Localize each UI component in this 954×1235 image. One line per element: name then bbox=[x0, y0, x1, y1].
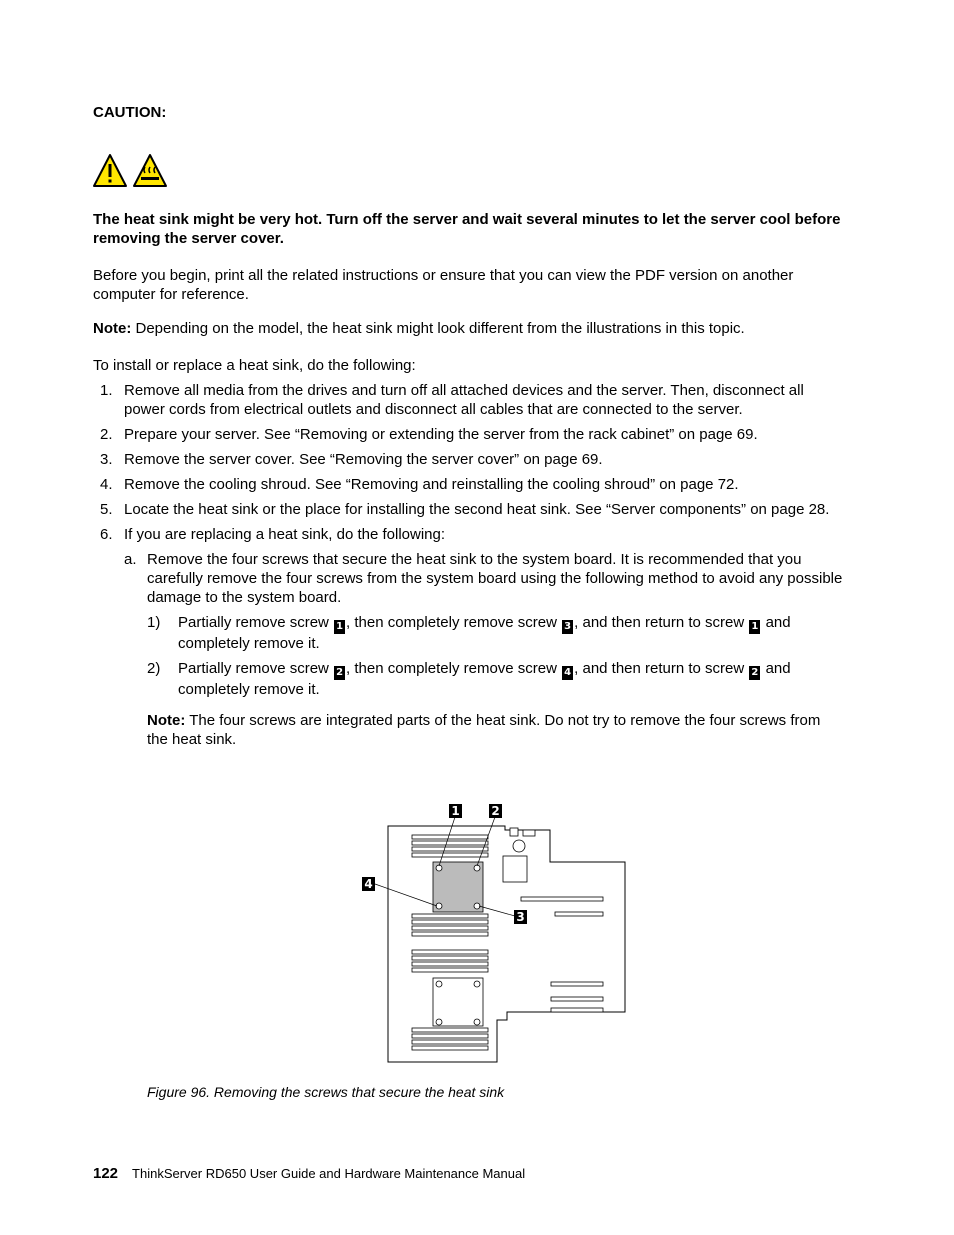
system-board-illustration bbox=[355, 800, 635, 1070]
step-text: Locate the heat sink or the place for installing the second heat sink. See “Server components” on page 28. bbox=[124, 501, 830, 518]
note-label: Note: bbox=[93, 320, 132, 337]
caution-icons bbox=[93, 153, 173, 189]
figure-callout-2: 2 bbox=[489, 804, 502, 818]
substep-number: a. bbox=[124, 551, 137, 568]
step-text: Remove all media from the drives and turn off all attached devices and the server. Then, disconnect all power cords from electrical outlets and disconnect all cables that are connected to the server. bbox=[124, 382, 804, 418]
note-text: Depending on the model, the heat sink might look different from the illustrations in this topic. bbox=[131, 320, 745, 337]
method-text: , then completely remove screw bbox=[346, 614, 562, 631]
figure-callout-3: 3 bbox=[514, 910, 527, 924]
step-item bbox=[93, 381, 843, 419]
page-footer bbox=[93, 1165, 525, 1182]
caution-label: CAUTION: bbox=[93, 104, 167, 121]
method-text: , then completely remove screw bbox=[346, 660, 562, 677]
method-text: Partially remove screw bbox=[178, 614, 334, 631]
system-board-figure bbox=[355, 800, 635, 1070]
method-text: and completely remove it. bbox=[178, 660, 791, 698]
figure-callout-1: 1 bbox=[449, 804, 462, 818]
callout-badge: 1 bbox=[334, 620, 345, 634]
step-text: Remove the server cover. See “Removing the server cover” on page 69. bbox=[124, 451, 603, 468]
substep-item bbox=[124, 550, 843, 749]
method-text: , and then return to screw bbox=[574, 660, 749, 677]
step-number: 6. bbox=[100, 526, 113, 543]
manual-title: ThinkServer RD650 User Guide and Hardware Maintenance Manual bbox=[132, 1166, 526, 1181]
step-number: 5. bbox=[100, 501, 113, 518]
before-you-begin-text: Before you begin, print all the related instructions or ensure that you can view the PDF version on another computer for reference. bbox=[93, 267, 794, 303]
step-text: Prepare your server. See “Removing or extending the server from the rack cabinet” on page 69. bbox=[124, 426, 758, 443]
note-label: Note: bbox=[147, 712, 186, 729]
model-note bbox=[93, 319, 843, 338]
step-text: If you are replacing a heat sink, do the following: bbox=[124, 526, 446, 543]
figure-caption: Figure 96. Removing the screws that secure the heat sink bbox=[147, 1084, 505, 1100]
method-item bbox=[147, 659, 843, 699]
screw-method-list bbox=[147, 613, 843, 699]
step-item bbox=[93, 525, 843, 749]
step-number: 1. bbox=[100, 382, 113, 399]
method-text: and completely remove it. bbox=[178, 614, 791, 652]
step-number: 3. bbox=[100, 451, 113, 468]
callout-badge: 3 bbox=[562, 620, 573, 634]
callout-badge: 1 bbox=[749, 620, 760, 634]
callout-badge: 2 bbox=[334, 666, 345, 680]
figure-callout-4: 4 bbox=[362, 877, 375, 891]
substeps bbox=[124, 550, 843, 749]
step-item bbox=[93, 475, 843, 494]
step-number: 4. bbox=[100, 476, 113, 493]
step-item bbox=[93, 450, 843, 469]
note-text: The four screws are integrated parts of the heat sink. Do not try to remove the four screws from the heat sink. bbox=[147, 712, 821, 748]
method-number: 1) bbox=[147, 614, 161, 631]
method-number: 2) bbox=[147, 660, 161, 677]
heat-warning-text: The heat sink might be very hot. Turn off the server and wait several minutes to let the server cool before removing the server cover. bbox=[93, 211, 841, 247]
hot-surface-icon bbox=[134, 155, 166, 186]
step-text: Remove the cooling shroud. See “Removing and reinstalling the cooling shroud” on page 72. bbox=[124, 476, 739, 493]
method-item bbox=[147, 613, 843, 653]
step-number: 2. bbox=[100, 426, 113, 443]
page-number: 122 bbox=[93, 1165, 119, 1182]
warning-triangle-icon bbox=[94, 155, 126, 186]
procedure-steps bbox=[93, 381, 843, 755]
procedure-lead: To install or replace a heat sink, do the following: bbox=[93, 357, 416, 374]
method-text: Partially remove screw bbox=[178, 660, 334, 677]
method-text: , and then return to screw bbox=[574, 614, 749, 631]
step-item bbox=[93, 425, 843, 444]
callout-badge: 2 bbox=[749, 666, 760, 680]
screw-note bbox=[147, 711, 843, 749]
substep-text: Remove the four screws that secure the heat sink to the system board. It is recommended that you carefully remove the four screws from the system board using the following method to avoid any possible damage to the system board. bbox=[147, 551, 843, 606]
step-item bbox=[93, 500, 843, 519]
callout-badge: 4 bbox=[562, 666, 573, 680]
